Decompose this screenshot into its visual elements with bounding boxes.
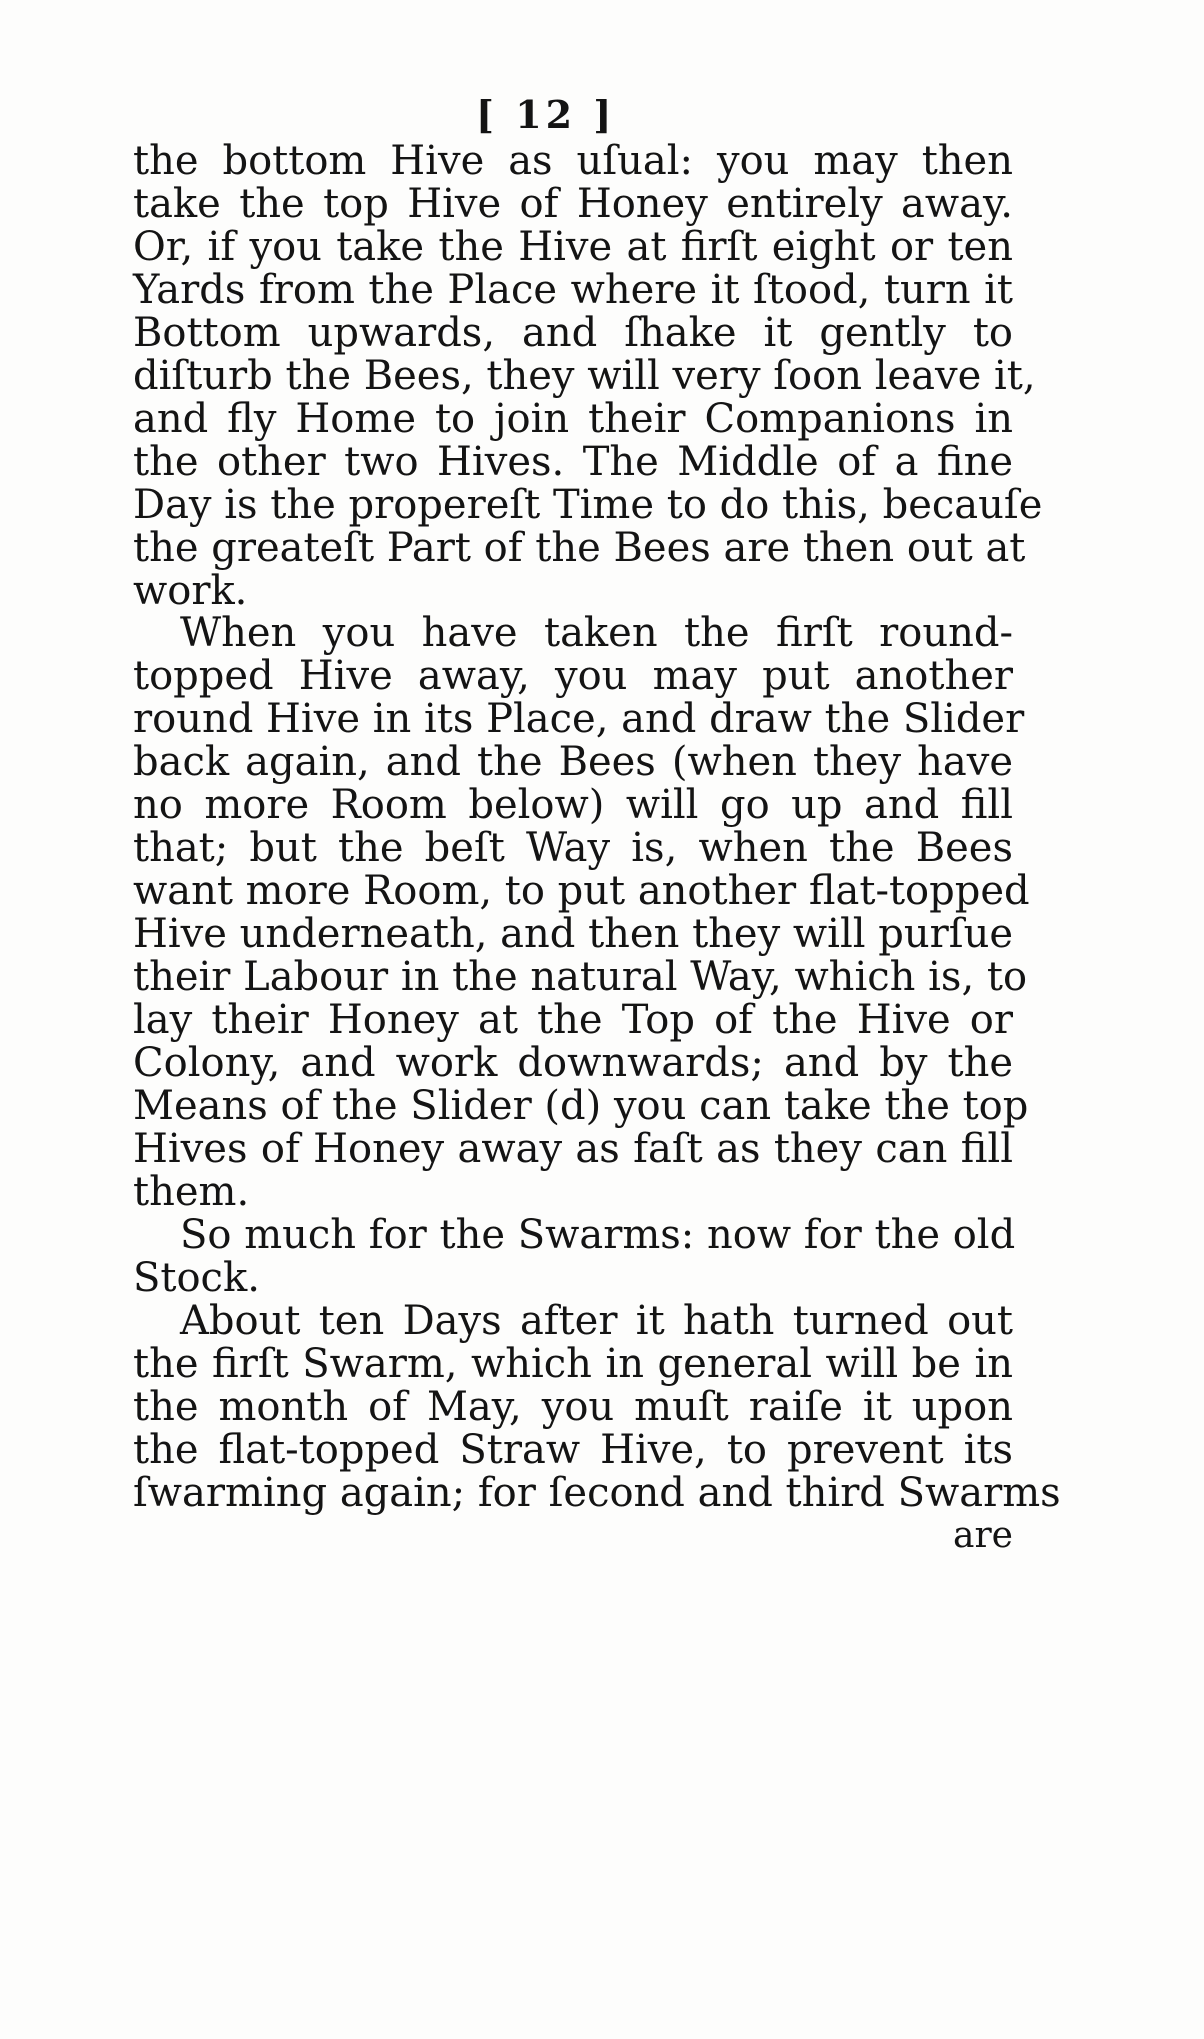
text-line: diſturb the Bees, they will very ſoon leave it, xyxy=(133,353,1036,399)
page-number-header: [ 12 ] xyxy=(476,92,616,137)
text-line: and fly Home to join their Companions in xyxy=(133,396,1013,442)
text-line: Stock. xyxy=(133,1255,260,1301)
text-line: Colony, and work downwards; and by the xyxy=(133,1040,1013,1086)
text-line: Day is the propereſt Time to do this, becauſe xyxy=(133,482,1043,528)
text-line: the other two Hives. The Middle of a fine xyxy=(133,439,1013,485)
text-line: So much for the Swarms: now for the old xyxy=(180,1212,1016,1258)
text-line: ſwarming again; for ſecond and third Swarms xyxy=(133,1470,1061,1516)
text-line: lay their Honey at the Top of the Hive or xyxy=(133,997,1013,1043)
text-line: Yards from the Place where it ſtood, turn it xyxy=(133,267,1013,313)
text-line: the greateſt Part of the Bees are then out at xyxy=(133,525,1026,571)
text-line: that; but the beſt Way is, when the Bees xyxy=(133,825,1013,871)
text-line: the bottom Hive as uſual: you may then xyxy=(133,138,1013,184)
text-line: the firſt Swarm, which in general will be in xyxy=(133,1341,1013,1387)
text-line: Or, if you take the Hive at firſt eight or ten xyxy=(133,224,1013,270)
text-line: Hives of Honey away as faſt as they can fill xyxy=(133,1126,1013,1172)
text-line: want more Room, to put another flat-topped xyxy=(133,868,1030,914)
text-line: Bottom upwards, and ſhake it gently to xyxy=(133,310,1013,356)
text-line: Means of the Slider (d) you can take the top xyxy=(133,1083,1029,1129)
text-line: About ten Days after it hath turned out xyxy=(180,1298,1013,1344)
text-line: take the top Hive of Honey entirely away. xyxy=(133,181,1013,227)
text-line: topped Hive away, you may put another xyxy=(133,653,1013,699)
catchword: are xyxy=(953,1515,1013,1556)
text-line: them. xyxy=(133,1169,250,1215)
text-line: Hive underneath, and then they will purſue xyxy=(133,911,1013,957)
text-line: the flat-topped Straw Hive, to prevent its xyxy=(133,1427,1013,1473)
text-line: the month of May, you muſt raiſe it upon xyxy=(133,1384,1013,1430)
text-line: back again, and the Bees (when they have xyxy=(133,739,1013,785)
text-line: When you have taken the firſt round- xyxy=(180,610,1013,656)
text-line: their Labour in the natural Way, which is, to xyxy=(133,954,1028,1000)
text-line: round Hive in its Place, and draw the Slider xyxy=(133,696,1025,742)
text-line: work. xyxy=(133,568,248,614)
text-line: no more Room below) will go up and fill xyxy=(133,782,1013,828)
